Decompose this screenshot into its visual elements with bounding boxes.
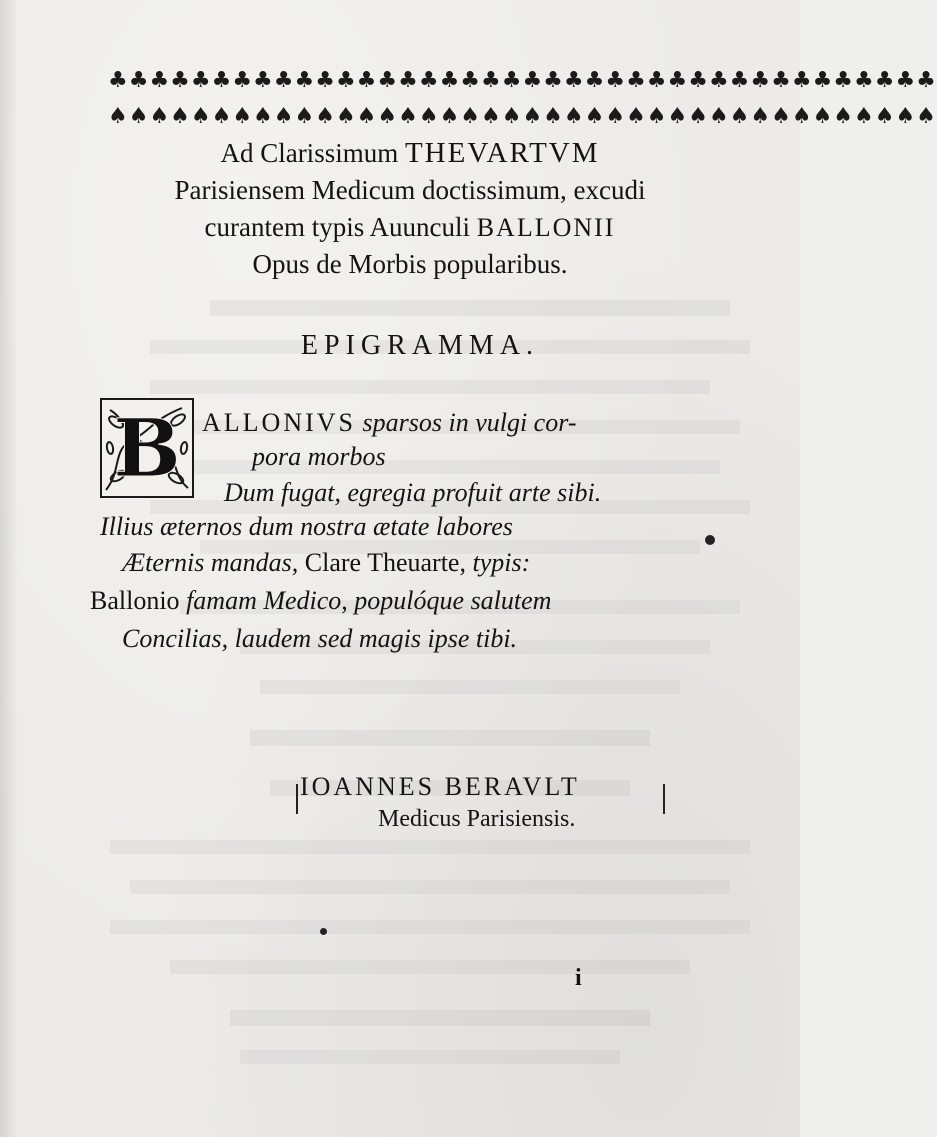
signature-bracket-right (663, 784, 665, 814)
title-line-3-prefix: curantem typis Auunculi (204, 212, 470, 242)
verse-1-rest: sparsos in vulgi cor- (362, 408, 577, 437)
ink-spot (705, 535, 715, 545)
signature-bracket-left (296, 784, 298, 814)
title-line-3 (100, 209, 720, 246)
signature-name: IOANNES BERAVLT (300, 772, 580, 801)
dedication-title (100, 135, 720, 283)
verse-line-7: Concilias, laudem sed magis ipse tibi. (122, 624, 518, 653)
printers-ornament-top: ♣♣♣♣♣♣♣♣♣♣♣♣♣♣♣♣♣♣♣♣♣♣♣♣♣♣♣♣♣♣♣♣♣♣♣♣♣♣♣♣ (108, 68, 937, 93)
title-line-2: Parisiensem Medicum doctissimum, excudi (174, 175, 646, 205)
verse-6-italic: famam Medico, populóque salutem (186, 586, 552, 615)
title-line-1-caps: THEVARTVM (404, 137, 600, 169)
signature-title: Medicus Parisiensis. (378, 806, 576, 832)
title-line-3-caps: BALLONII (476, 213, 616, 242)
title-line-4: Opus de Morbis popularibus. (252, 249, 568, 279)
verse-5-tail: typis: (472, 548, 531, 577)
initial-letter: B (113, 401, 181, 495)
page-edge-shadow (0, 0, 18, 1137)
title-line-1-prefix: Ad Clarissimum (220, 138, 399, 168)
verse-line-3: Dum fugat, egregia profuit arte sibi. (224, 478, 602, 507)
verse-line-1 (202, 408, 576, 438)
verse-line-5 (122, 548, 530, 578)
verse-line-4: Illius æternos dum nostra ætate labores (100, 512, 513, 541)
decorated-initial (100, 398, 194, 498)
epigram-heading: EPIGRAMMA. (300, 330, 540, 361)
verse-line-2: pora morbos (252, 442, 386, 471)
page-number: i (575, 965, 582, 991)
verse-5-italic: Æternis mandas, (122, 548, 299, 577)
verse-line-6 (90, 586, 551, 616)
verse-1-caps: ALLONIVS (202, 408, 356, 437)
ink-spot (320, 928, 327, 935)
title-line-1 (100, 135, 720, 172)
verse-5-roman: Clare Theuarte, (304, 548, 466, 577)
printers-ornament-bottom: ♠♠♠♠♠♠♠♠♠♠♠♠♠♠♠♠♠♠♠♠♠♠♠♠♠♠♠♠♠♠♠♠♠♠♠♠♠♠♠♠ (108, 104, 937, 129)
verse-6-roman: Ballonio (90, 586, 180, 615)
